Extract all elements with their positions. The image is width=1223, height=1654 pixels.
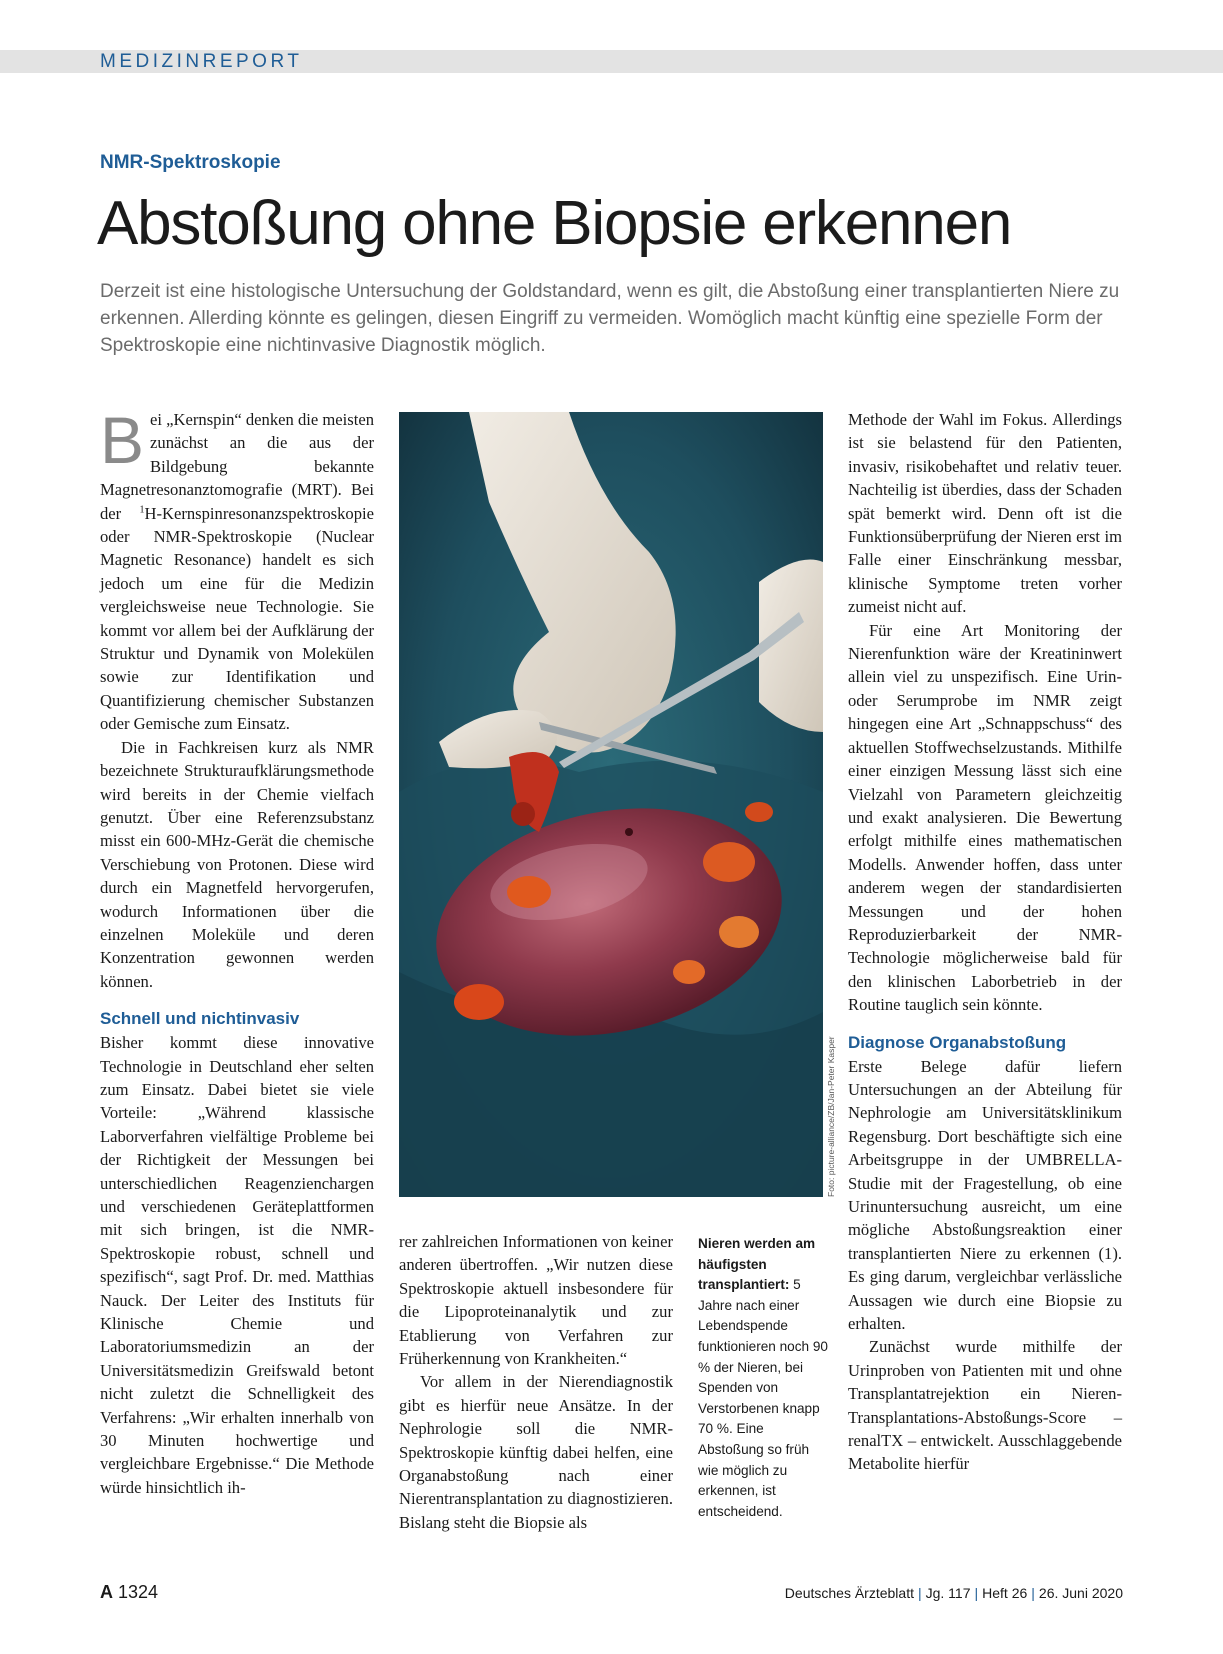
paragraph: Erste Belege dafür liefern Untersuchungen an der Abteilung für Nephrologie am Universitätsklinikum Regensburg. Dort beschäftigte sich eine Arbeitsgruppe in der UMBRELLA-Studie mit der Fragestellung, ob eine Urinuntersuchung ausreicht, um eine mögliche Abstoßungsreaktion einer transplantierten Niere zu erkennen (1). Es ging darum, vergleichbar verlässliche Aussagen wie durch eine Biopsie zu erhalten. xyxy=(848,1056,1122,1334)
kidney-surgery-photo xyxy=(399,412,823,1197)
caption-bold: Nieren werden am häufigsten transplantiert: xyxy=(698,1236,816,1293)
photo-caption xyxy=(698,1234,828,1522)
page-number-value: 1324 xyxy=(118,1582,159,1602)
article-lead: Derzeit ist eine histologische Untersuchung der Goldstandard, wenn es gilt, die Abstoßung einer transplantierten Niere zu erkennen. Allerding könnte es gelingen, diesen Eingriff zu vermeiden. Womöglich macht künftig eine spezielle Form der Spektroskopie eine nichtinvasive Diagnostik möglich. xyxy=(100,281,1120,356)
journal-date: 26. Juni 2020 xyxy=(1038,1585,1123,1601)
section-label: MEDIZINREPORT xyxy=(100,51,303,72)
paragraph: Bisher kommt diese innovative Technologie in Deutschland eher selten zum Einsatz. Dabei bietet sie viele Vorteile: „Während klassische Laborverfahren vielfältige Probleme bei der Richtigkeit der Messungen bei unterschiedlichen Reagenzienchargen und verschiedenen Geräteplattformen mit sich bringen, ist die NMR-Spektroskopie robust, schnell und spezifisch“, sagt Prof. Dr. med. Matthias Nauck. Der Leiter des Instituts für Klinische Chemie und Laboratoriumsmedizin an der Universitätsmedizin Greifswald betont nicht zuletzt die Schnelligkeit des Verfahrens: „Wir erhalten innerhalb von 30 Minuten hochwertige und vergleichbare Ergebnisse.“ Die Methode würde hinsichtlich ih- xyxy=(100,1033,374,1497)
subheading-diagnose: Diagnose Organabstoßung xyxy=(848,1032,1067,1052)
photo-credit: Foto: picture-alliance/ZB/Jan-Peter Kasper xyxy=(826,1036,836,1197)
article-kicker: NMR-Spektroskopie xyxy=(100,152,281,173)
subheading-schnell: Schnell und nichtinvasiv xyxy=(100,1009,300,1029)
intro-paragraph xyxy=(100,403,374,736)
page-prefix: A xyxy=(100,1582,113,1602)
paragraph: Die in Fachkreisen kurz als NMR bezeichnete Strukturaufklärungsmethode wird bereits in der Chemie vielfach genutzt. Über eine Referenzsubstanz misst ein 600-MHz-Gerät die chemische Verschiebung von Protonen. Diese wird durch ein Magnetfeld hervorgerufen, wodurch Informationen über die einzelnen Moleküle und deren Konzentration gewonnen werden können. xyxy=(100,737,374,991)
journal-issue: Heft 26 xyxy=(982,1585,1028,1601)
paragraph: Vor allem in der Nierendiagnostik gibt es hierfür neue Ansätze. In der Nephrologie soll die NMR-Spektroskopie künftig dabei helfen, eine Organabstoßung nach einer Nierentransplantation zu diagnostizieren. Bislang steht die Biopsie als xyxy=(399,1372,673,1532)
intro-text-a: ei „Kernspin“ denken die meisten zunächst an die aus der Bildgebung bekannte Magnetresonanztomografie (MRT). Bei der xyxy=(100,410,374,523)
intro-text-b: H-Kernspinresonanzspektroskopie oder NMR-Spektroskopie (Nuclear Magnetic Resonance) handelt es sich jedoch um eine für die Medizin vergleichsweise neue Technologie. Sie kommt vor allem bei der Aufklärung der Struktur und Dynamik von Molekülen sowie zur Identifikation und Quantifizierung chemischer Substanzen oder Gemische zum Einsatz. xyxy=(100,503,374,734)
paragraph: Zunächst wurde mithilfe der Urinproben von Patienten mit und ohne Transplantatrejektion ein Nieren-Transplantations-Abstoßungs-Score – renalTX – entwickelt. Ausschlaggebende Metabolite hierfür xyxy=(848,1337,1122,1474)
paragraph: Für eine Art Monitoring der Nierenfunktion wäre der Kreatininwert allein viel zu unspezifisch. Eine Urin- oder Serumprobe im NMR zeigt hingegen eine Art „Schnappschuss“ des aktuellen Stoffwechselzustands. Mithilfe einer einzigen Messung lässt sich eine Vielzahl von Parametern gleichzeitig und exakt analysieren. Die Bewertung erfolgt mithilfe eines mathematischen Modells. Anwender hoffen, dass unter anderem wegen der standardisierten Messungen und der hohen Reproduzierbarkeit der NMR-Technologie möglicherweise bald für den klinischen Laborbetrieb in der Routine tauglich sein könnte. xyxy=(848,620,1122,1015)
superscript: 1 xyxy=(139,504,145,516)
text-column-3 xyxy=(848,408,1122,1476)
journal-volume: Jg. 117 xyxy=(925,1585,971,1601)
paragraph: Methode der Wahl im Fokus. Allerdings ist sie belastend für den Patienten, invasiv, risikobehaftet und relativ teuer. Nachteilig ist überdies, dass der Schaden spät bemerkt wird. Denn oft ist die Funktionsüberprüfung der Nieren erst im Falle einer Einschränkung messbar, klinische Symptome treten vorher zumeist nicht auf. xyxy=(848,410,1122,617)
paragraph: rer zahlreichen Informationen von keiner anderen übertroffen. „Wir nutzen diese Spektroskopie aktuell insbesondere für die Lipoproteinanalytik und zur Etablierung von Verfahren zur Früherkennung von Krankheiten.“ xyxy=(399,1232,673,1369)
drop-cap: B xyxy=(100,403,145,477)
text-column-2 xyxy=(399,1230,673,1534)
article-title: Abstoßung ohne Biopsie erkennen xyxy=(97,189,1012,258)
caption-text: 5 Jahre nach einer Lebendspende funktionieren noch 90 % der Nieren, bei Spenden von Verstorbenen knapp 70 %. Eine Abstoßung so früh wie möglich zu erkennen, ist entscheidend. xyxy=(698,1277,828,1519)
journal-info: Deutsches Ärzteblatt | Jg. 117 | Heft 26 | 26. Juni 2020 xyxy=(784,1585,1123,1601)
page-number xyxy=(100,1582,158,1603)
text-column-1 xyxy=(100,403,374,1499)
journal-name: Deutsches Ärzteblatt xyxy=(784,1585,914,1601)
